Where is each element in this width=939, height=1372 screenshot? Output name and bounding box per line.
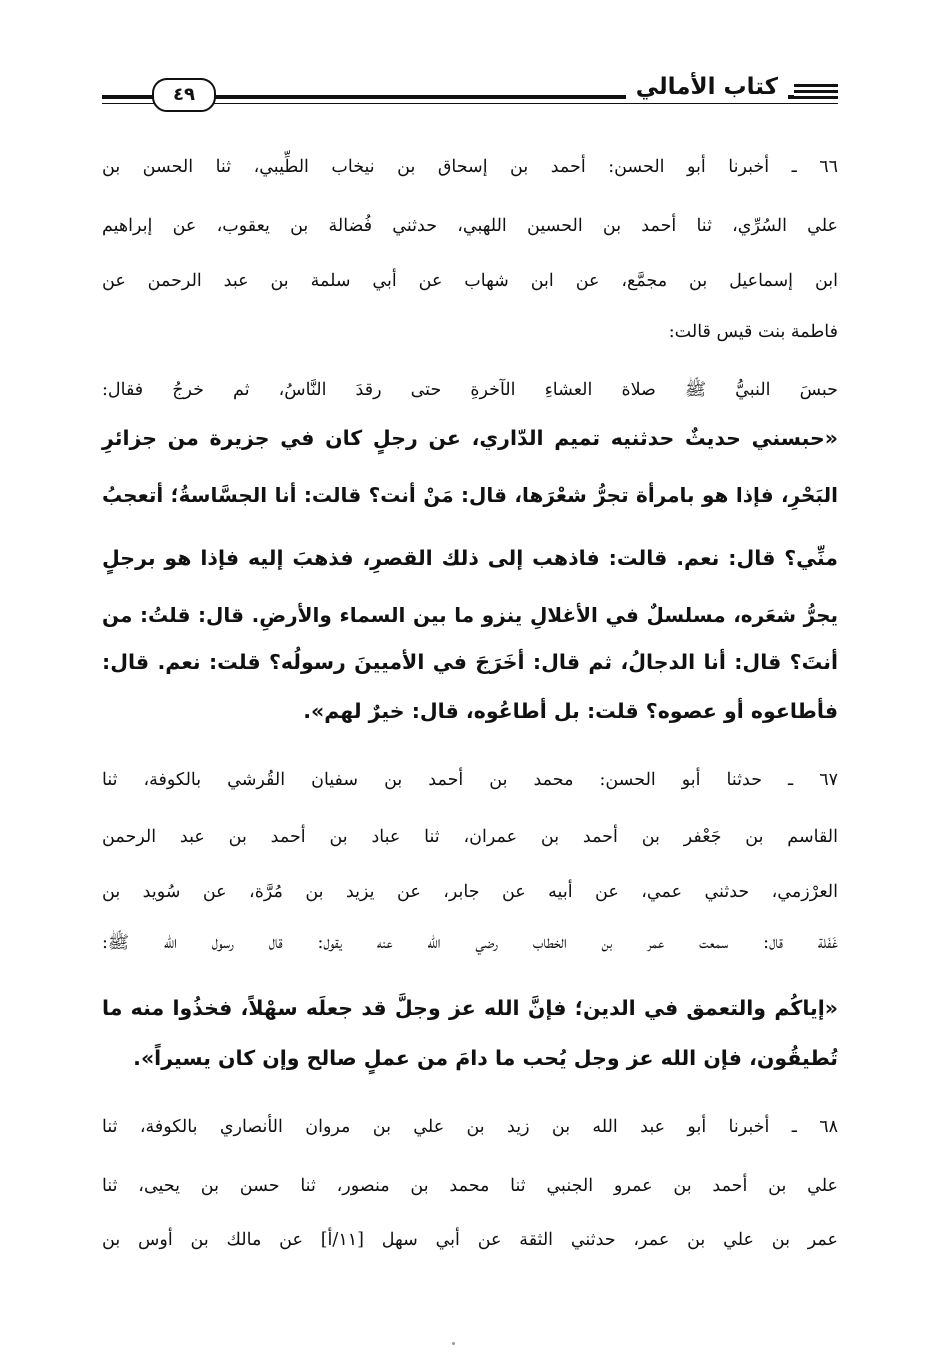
text-line: العرْزمي، حدثني عمي، عن أبيه عن جابر، عن يزيد بن مُرَّة، عن سُويد بن [102, 882, 838, 902]
hadith-line: أنتَ؟ قال: أنا الدجالُ، ثم قال: أخَرَجَ في الأميينَ رسولُه؟ قلت: نعم. قال: [102, 650, 838, 674]
page-number: ٤٩ [152, 78, 216, 112]
header-end-ornament [794, 84, 838, 100]
hadith-line: يجرُّ شعَره، مسلسلٌ في الأغلالِ ينزو ما بين السماء والأرضِ. قال: قلتُ: من [102, 603, 838, 627]
text-line: ابن إسماعيل بن مجمَّع، عن ابن شهاب عن أبي سلمة بن عبد الرحمن عن [102, 271, 838, 291]
hadith-line: «حبسني حديثٌ حدثنيه تميم الدّاري، عن رجلٍ كان في جزيرة من جزائرِ [102, 426, 838, 450]
book-title: كتاب الأمالي [626, 74, 788, 100]
text-line: القاسم بن جَعْفر بن أحمد بن عمران، ثنا عباد بن أحمد بن عبد الرحمن [102, 827, 838, 847]
hadith-line: فأطاعوه أو عصوه؟ قلت: بل أطاعُوه، قال: خيرٌ لهم». [303, 699, 838, 723]
text-line: ٦٨ ـ أخبرنا أبو عبد الله بن زيد بن علي بن مروان الأنصاري بالكوفة، ثنا [102, 1117, 838, 1137]
scan-speck [452, 1342, 455, 1345]
text-line: حبسَ النبيُّ ﷺ صلاة العشاءِ الآخرةِ حتى رقدَ النَّاسُ، ثم خرجُ فقال: [102, 380, 838, 400]
hadith-line: منِّي؟ قال: نعم. قالت: فاذهب إلى ذلك القصرِ، فذهبَ إليه فإذا هو برجلٍ [102, 546, 838, 570]
text-line: علي بن أحمد بن عمرو الجنبي ثنا محمد بن منصور، ثنا حسن بن يحيى، ثنا [102, 1176, 838, 1196]
text-line: علي السُرِّي، ثنا أحمد بن الحسين اللهبي، حدثني فُضالة بن يعقوب، عن إبراهيم [102, 216, 838, 236]
text-line: عمر بن علي بن عمر، حدثني الثقة عن أبي سهل [١١/أ] عن مالك بن أوس بن [102, 1230, 838, 1250]
text-line: فاطمة بنت قيس قالت: [668, 322, 838, 342]
hadith-line: تُطيقُون، فإن الله عز وجل يُحب ما دامَ من عملٍ صالح وإن كان يسيراً». [133, 1046, 838, 1070]
text-line: ٦٧ ـ حدثنا أبو الحسن: محمد بن أحمد بن سفيان القُرشي بالكوفة، ثنا [102, 770, 838, 790]
text-line: غَفَلة قال: سمعت عمر بن الخطاب رضي الله عنه يقول: قال رسول الله ﷺ: [102, 933, 838, 953]
hadith-line: «إياكُم والتعمق في الدين؛ فإنَّ الله عز وجلَّ قد جعلَه سهْلاً، فخذُوا منه ما [102, 996, 838, 1020]
running-header [102, 70, 838, 114]
hadith-line: البَحْرِ، فإذا هو بامرأة تجرُّ شعْرَها، قال: مَنْ أنت؟ قالت: أنا الجسَّاسةُ؛ أتعجبُ [102, 483, 838, 507]
text-line: ٦٦ ـ أخبرنا أبو الحسن: أحمد بن إسحاق بن نيخاب الطِّيبي، ثنا الحسن بن [102, 157, 838, 177]
